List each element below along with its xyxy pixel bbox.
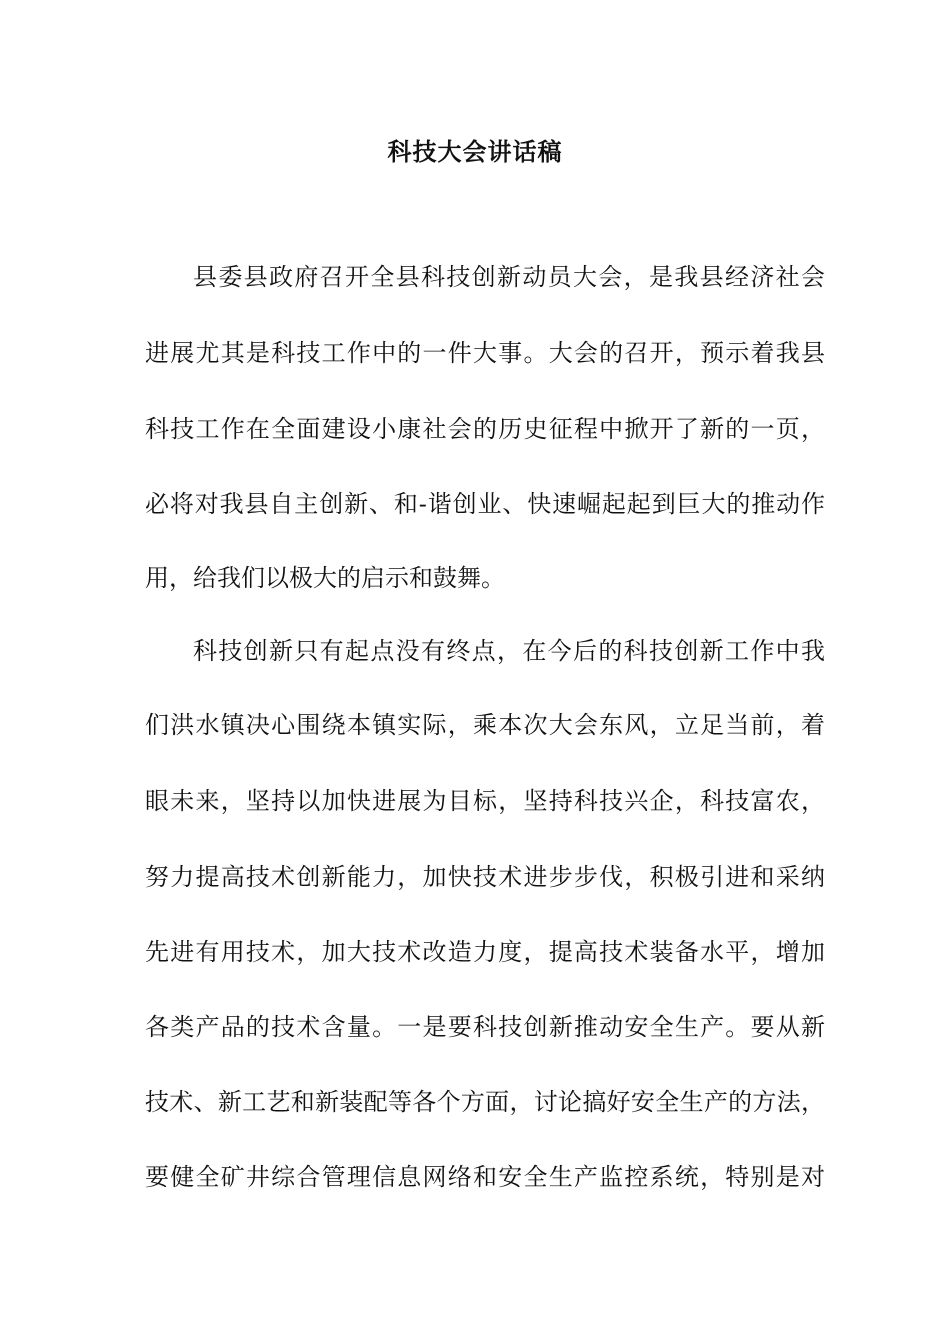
- paragraph-2-line-8: 要健全矿井综合管理信息网络和安全生产监控系统，特别是对: [145, 1163, 825, 1191]
- paragraph-1-line-5: 用，给我们以极大的启示和鼓舞。: [145, 564, 505, 592]
- document-title: 科技大会讲话稿: [387, 137, 563, 166]
- paragraph-2-line-4: 努力提高技术创新能力，加快技术进步步伐，积极引进和采纳: [145, 863, 825, 891]
- paragraph-1-line-1: 县委县政府召开全县科技创新动员大会，是我县经济社会: [193, 263, 825, 291]
- paragraph-1-line-4: 必将对我县自主创新、和-谐创业、快速崛起起到巨大的推动作: [145, 490, 825, 518]
- paragraph-2-line-7: 技术、新工艺和新装配等各个方面，讨论搞好安全生产的方法，: [145, 1088, 825, 1116]
- paragraph-2-line-5: 先进有用技术，加大技术改造力度，提高技术装备水平，增加: [145, 938, 825, 966]
- paragraph-2-line-3: 眼未来，坚持以加快进展为目标，坚持科技兴企，科技富农，: [145, 787, 825, 815]
- paragraph-1-line-3: 科技工作在全面建设小康社会的历史征程中掀开了新的一页，: [145, 415, 825, 443]
- paragraph-2-line-1: 科技创新只有起点没有终点，在今后的科技创新工作中我: [193, 637, 825, 665]
- paragraph-1-line-2: 进展尤其是科技工作中的一件大事。大会的召开，预示着我县: [145, 339, 825, 367]
- paragraph-2-line-6: 各类产品的技术含量。一是要科技创新推动安全生产。要从新: [145, 1013, 825, 1041]
- paragraph-2-line-2: 们洪水镇决心围绕本镇实际，乘本次大会东风，立足当前，着: [145, 711, 825, 739]
